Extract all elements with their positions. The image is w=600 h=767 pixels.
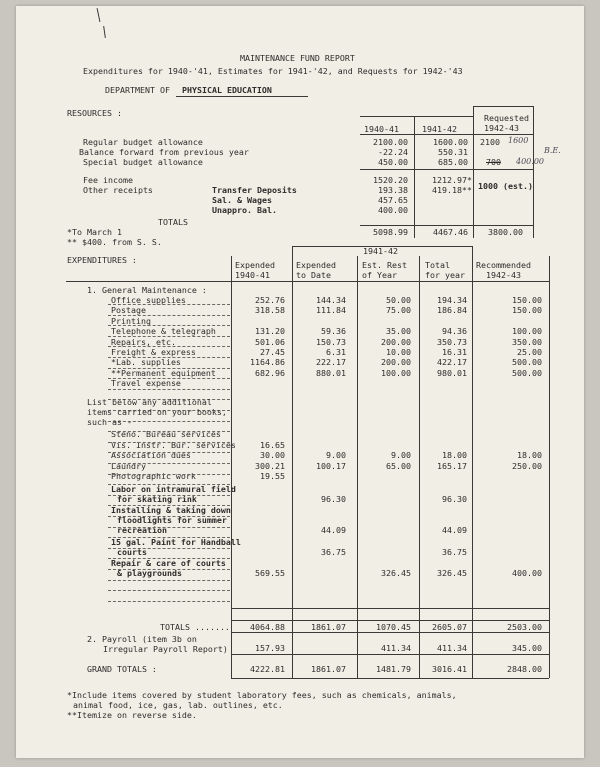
expenditure-value: 682.96 <box>255 367 285 378</box>
exp-grid-line <box>419 256 420 678</box>
footnote: **Itemize on reverse side. <box>67 710 197 720</box>
expenditures-heading: EXPENDITURES : <box>67 255 137 265</box>
expenditure-value: 400.00 <box>512 568 542 579</box>
expenditure-value: 44.09 <box>321 525 346 536</box>
expenditure-item-label: floodlights for summer <box>117 515 227 526</box>
expenditure-value: 250.00 <box>512 460 542 471</box>
pencil-mark <box>103 26 106 38</box>
expenditure-item-label: Labor on intramural field <box>111 484 236 494</box>
exp-grid-line <box>357 256 358 678</box>
exp-col-header: of Year <box>362 270 397 280</box>
res-row-sublabel: Transfer Deposits <box>212 185 297 195</box>
row-guide-line <box>108 325 230 326</box>
expenditure-value: 500.00 <box>512 367 542 378</box>
expenditure-grand-value: 1861.07 <box>311 664 346 674</box>
handwritten-note: 400.00 <box>516 157 544 166</box>
expenditure-item-label: Postage <box>111 305 146 316</box>
exp-grid-line <box>292 246 472 247</box>
expenditure-value: 111.84 <box>316 305 346 316</box>
expenditure-value: 150.73 <box>316 336 346 347</box>
res-row-value: 550.31 <box>438 147 468 157</box>
expenditure-value: 326.45 <box>437 568 467 579</box>
res-grid-line <box>473 106 533 107</box>
handwritten-note: 1600 <box>508 136 529 145</box>
res-row-value: 193.38 <box>378 185 408 195</box>
expenditure-value: 1164.86 <box>250 357 285 368</box>
res-grid-line <box>473 106 474 238</box>
expenditure-value: 200.00 <box>381 357 411 368</box>
expenditure-value: 326.45 <box>381 568 411 579</box>
expenditure-totals-value: 4064.88 <box>250 622 285 632</box>
res-row-value: 1600.00 <box>433 137 468 147</box>
row-guide-line <box>108 368 230 369</box>
res-grid-line <box>533 106 534 238</box>
document-page <box>16 6 584 758</box>
row-guide-line <box>108 304 230 305</box>
row-guide-line <box>108 495 230 496</box>
exp-grid-line <box>231 632 549 633</box>
expenditure-item-label: Steno. Bureau services <box>111 429 221 439</box>
res-row-label: Fee income <box>83 175 133 185</box>
expenditure-value: 36.75 <box>442 547 467 557</box>
exp-grid-line <box>231 654 549 655</box>
row-guide-line <box>108 315 230 316</box>
expenditure-value: 186.84 <box>437 305 467 316</box>
expenditure-value: 150.00 <box>512 295 542 305</box>
expenditure-value: 6.31 <box>326 347 346 357</box>
expenditure-item-label: **Permanent equipment <box>111 367 216 378</box>
row-guide-line <box>108 580 230 581</box>
expenditure-value: 44.09 <box>442 525 467 536</box>
row-guide-line <box>108 378 230 379</box>
res-row-value: 2100 <box>480 137 500 147</box>
expenditure-item-label: Association dues <box>111 450 191 461</box>
expenditure-item-label: for skating rink <box>117 494 197 504</box>
department-underline <box>176 96 308 97</box>
row-guide-line <box>108 346 230 347</box>
expenditure-value: 9.00 <box>326 450 346 461</box>
res-col-requested: Requested <box>484 113 529 123</box>
expenditure-value: 194.34 <box>437 295 467 305</box>
expenditure-item-label: Travel expense <box>111 378 181 389</box>
row-guide-line <box>108 336 230 337</box>
res-row-value: 2100.00 <box>373 137 408 147</box>
expenditure-item-label: & playgrounds <box>117 568 182 579</box>
expenditure-value: 880.01 <box>316 367 346 378</box>
row-guide-line <box>108 590 230 591</box>
department-name: PHYSICAL EDUCATION <box>182 85 272 95</box>
res-grid-line <box>360 169 533 170</box>
res-row-value: 685.00 <box>438 157 468 167</box>
expenditure-totals-value: 2605.07 <box>432 622 467 632</box>
expenditure-value: 96.30 <box>321 494 346 504</box>
res-row-value: 419.18** <box>432 185 472 195</box>
row-guide-line <box>108 505 230 506</box>
res-row-value: 457.65 <box>378 195 408 205</box>
footnote: animal food, ice, gas, lab. outlines, etc. <box>73 700 283 710</box>
expenditure-item-label: courts <box>117 547 147 557</box>
expenditure-value: 165.17 <box>437 460 467 471</box>
expenditure-payroll-value: 411.34 <box>437 643 467 653</box>
exp-span-header: 1941-42 <box>363 246 398 256</box>
res-row-sublabel: Sal. & Wages <box>212 195 272 205</box>
expenditure-totals-value: 2503.00 <box>507 622 542 632</box>
row-guide-line <box>108 569 230 570</box>
grand-totals-label: GRAND TOTALS : <box>87 664 157 674</box>
payroll-label: Irregular Payroll Report) <box>103 644 228 654</box>
exp-col-header: 1942-43 <box>486 270 521 280</box>
expenditure-payroll-value: 411.34 <box>381 643 411 653</box>
report-title: MAINTENANCE FUND REPORT <box>240 53 355 63</box>
exp-grid-line <box>231 678 549 679</box>
expenditure-grand-value: 2848.00 <box>507 664 542 674</box>
report-subtitle: Expenditures for 1940-'41, Estimates for 1941-'42, and Requests for 1942-'43 <box>83 66 463 76</box>
expenditure-value: 36.75 <box>321 547 346 557</box>
exp-grid-line <box>231 608 549 609</box>
expenditure-item-label: Freight & express <box>111 347 196 357</box>
expenditure-value: 10.00 <box>386 347 411 357</box>
expenditure-value: 19.55 <box>260 471 285 482</box>
expenditure-item-label: Repair & care of courts <box>111 558 226 569</box>
expenditure-value: 350.73 <box>437 336 467 347</box>
row-guide-line <box>108 474 230 475</box>
expenditure-item-label: Printing <box>111 315 151 326</box>
exp-grid-line <box>231 620 549 621</box>
res-row-label: Special budget allowance <box>83 157 203 167</box>
row-guide-line <box>108 548 230 549</box>
expenditure-item-label: Photographic work <box>111 471 196 482</box>
expenditure-value: 94.36 <box>442 326 467 337</box>
res-row-value: 700 <box>486 157 501 167</box>
expenditure-value: 501.06 <box>255 336 285 347</box>
exp-col-header: to Date <box>296 270 331 280</box>
res-row-value: 1520.20 <box>373 175 408 185</box>
row-guide-line <box>108 527 230 528</box>
res-col-requested-year: 1942-43 <box>484 123 519 133</box>
expenditure-value: 500.00 <box>512 357 542 368</box>
expenditure-value: 222.17 <box>316 357 346 368</box>
res-grid-line <box>360 225 533 226</box>
expenditure-value: 75.00 <box>386 305 411 316</box>
expenditure-item-label: 15 gal. Paint for Handball <box>111 537 241 547</box>
expenditure-value: 96.30 <box>442 494 467 504</box>
res-col-1941: 1941-42 <box>422 124 457 134</box>
expenditure-value: 318.58 <box>255 305 285 316</box>
expenditure-item-label: Laundry <box>111 460 146 471</box>
footnote: *Include items covered by student laboratory fees, such as chemicals, animals, <box>67 690 457 700</box>
row-guide-line <box>108 537 230 538</box>
exp-grid-line <box>292 246 293 678</box>
res-total-value: 3800.00 <box>488 227 523 237</box>
expenditure-item-label: Vis. Instr. Bur. services <box>111 439 236 450</box>
expenditure-value: 200.00 <box>381 336 411 347</box>
expenditure-value: 16.65 <box>260 439 285 450</box>
list-intro: items carried on your books, <box>87 407 227 417</box>
expenditure-grand-value: 4222.81 <box>250 664 285 674</box>
expenditure-value: 18.00 <box>517 450 542 461</box>
expenditure-value: 350.00 <box>512 336 542 347</box>
expenditure-value: 30.00 <box>260 450 285 461</box>
expenditure-totals-value: 1070.45 <box>376 622 411 632</box>
expenditure-value: 59.36 <box>321 326 346 337</box>
expenditure-payroll-value: 157.93 <box>255 643 285 653</box>
res-row-label: Balance forward from previous year <box>79 147 249 157</box>
handwritten-note: B.E. <box>544 146 561 155</box>
row-guide-line <box>108 357 230 358</box>
exp-totals-label: TOTALS ....... <box>160 622 230 632</box>
row-guide-line <box>108 463 230 464</box>
expenditure-grand-value: 1481.79 <box>376 664 411 674</box>
res-row-label: Other receipts <box>83 185 153 195</box>
row-guide-line <box>108 442 230 443</box>
res-note: ** $400. from S. S. <box>67 237 162 247</box>
exp-col-header: Expended <box>235 260 275 270</box>
exp-col-header: 1940-41 <box>235 270 270 280</box>
res-grid-line <box>360 116 473 117</box>
expenditure-grand-value: 3016.41 <box>432 664 467 674</box>
exp-grid-line <box>472 246 473 678</box>
row-guide-line <box>108 431 230 432</box>
res-row-value: 1000 (est.) <box>478 181 533 191</box>
expenditure-value: 144.34 <box>316 295 346 305</box>
exp-grid-line <box>231 256 232 678</box>
row-guide-line <box>108 516 230 517</box>
expenditure-value: 569.55 <box>255 568 285 579</box>
res-grid-line <box>360 134 533 135</box>
expenditure-value: 252.76 <box>255 295 285 305</box>
expenditure-item-label: *Lab. supplies <box>111 357 181 368</box>
res-row-label: Regular budget allowance <box>83 137 203 147</box>
expenditure-value: 18.00 <box>442 450 467 461</box>
expenditure-value: 422.17 <box>437 357 467 368</box>
expenditure-value: 16.31 <box>442 347 467 357</box>
department-label: DEPARTMENT OF <box>105 85 170 95</box>
expenditure-value: 35.00 <box>386 326 411 337</box>
res-row-value: -22.24 <box>378 147 408 157</box>
res-totals-label: TOTALS <box>158 217 188 227</box>
exp-col-header: for year <box>425 270 465 280</box>
res-row-value: 1212.97* <box>432 175 472 185</box>
expenditure-value: 100.17 <box>316 460 346 471</box>
expenditure-value: 9.00 <box>391 450 411 461</box>
res-total-value: 4467.46 <box>433 227 468 237</box>
exp-col-header: Total <box>425 260 450 270</box>
res-total-value: 5098.99 <box>373 227 408 237</box>
res-note: *To March 1 <box>67 227 122 237</box>
pencil-mark <box>97 8 101 22</box>
exp-col-header: Recommended <box>476 260 531 270</box>
resources-heading: RESOURCES : <box>67 108 122 118</box>
expenditure-value: 50.00 <box>386 295 411 305</box>
exp-col-header: Expended <box>296 260 336 270</box>
list-intro: such as - <box>87 417 132 427</box>
expenditure-item-label: Telephone & telegraph <box>111 326 216 337</box>
expenditure-item-label: Office supplies <box>111 295 186 305</box>
expenditure-totals-value: 1861.07 <box>311 622 346 632</box>
row-guide-line <box>108 389 230 390</box>
expenditure-value: 980.01 <box>437 367 467 378</box>
res-row-value: 400.00 <box>378 205 408 215</box>
exp-col-header: Est. Rest <box>362 260 407 270</box>
row-guide-line <box>108 484 230 485</box>
expenditure-value: 100.00 <box>512 326 542 337</box>
expenditure-value: 100.00 <box>381 367 411 378</box>
expenditure-value: 65.00 <box>386 460 411 471</box>
expenditure-value: 131.20 <box>255 326 285 337</box>
section-general-maintenance: 1. General Maintenance : <box>87 285 207 295</box>
expenditure-item-label: recreation <box>117 525 167 536</box>
expenditure-value: 150.00 <box>512 305 542 316</box>
expenditure-value: 27.45 <box>260 347 285 357</box>
res-row-value: 450.00 <box>378 157 408 167</box>
expenditure-payroll-value: 345.00 <box>512 643 542 653</box>
list-intro: List below any additional <box>87 397 212 407</box>
exp-grid-line <box>549 256 550 678</box>
res-col-1940: 1940-41 <box>364 124 399 134</box>
expenditure-item-label: Repairs, etc. <box>111 336 176 347</box>
payroll-label: 2. Payroll (item 3b on <box>87 634 197 644</box>
expenditure-value: 25.00 <box>517 347 542 357</box>
exp-grid-line <box>66 281 549 282</box>
res-row-sublabel: Unappro. Bal. <box>212 205 277 215</box>
expenditure-value: 300.21 <box>255 460 285 471</box>
row-guide-line <box>108 601 230 602</box>
expenditure-item-label: Installing & taking down <box>111 505 231 516</box>
row-guide-line <box>108 558 230 559</box>
row-guide-line <box>108 452 230 453</box>
